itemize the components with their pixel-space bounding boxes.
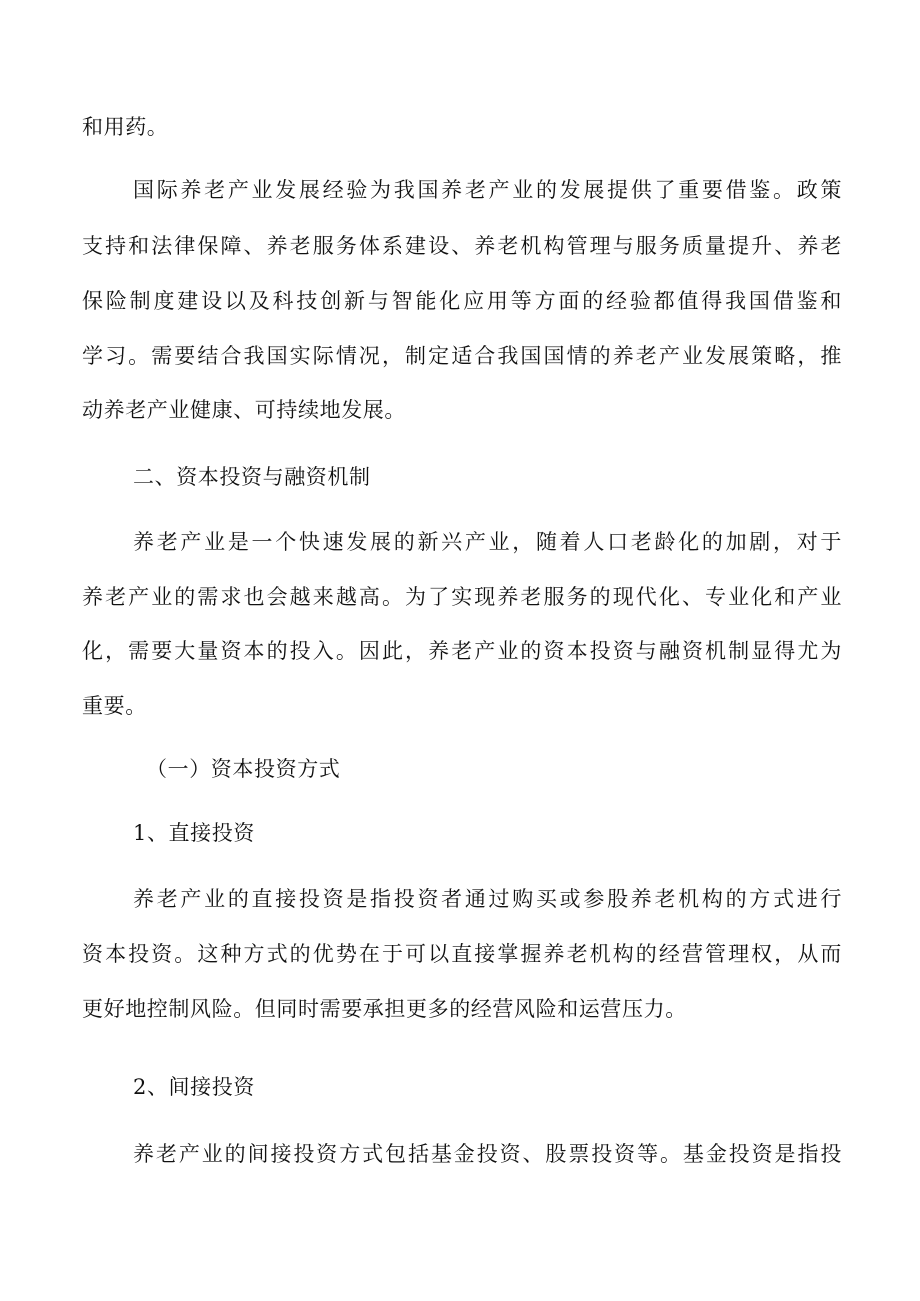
paragraph-line: 养老产业是一个快速发展的新兴产业，随着人口老龄化的加剧，对于 <box>133 530 842 554</box>
paragraph-line: 国际养老产业发展经验为我国养老产业的发展提供了重要借鉴。政策 <box>133 178 842 202</box>
paragraph-line: 保险制度建设以及科技创新与智能化应用等方面的经验都值得我国借鉴和 <box>82 289 842 313</box>
subsection-heading: （一）资本投资方式 <box>146 757 341 781</box>
subsection-heading: 1、直接投资 <box>133 821 255 845</box>
subsection-heading: 2、间接投资 <box>133 1075 255 1099</box>
paragraph-line: 养老产业的直接投资是指投资者通过购买或参股养老机构的方式进行 <box>133 887 842 911</box>
paragraph-line: 重要。 <box>82 694 147 718</box>
paragraph-line: 支持和法律保障、养老服务体系建设、养老机构管理与服务质量提升、养老 <box>82 234 842 258</box>
paragraph-line: 化，需要大量资本的投入。因此，养老产业的资本投资与融资机制显得尤为 <box>82 639 842 663</box>
paragraph-line: 学习。需要结合我国实际情况，制定适合我国国情的养老产业发展策略，推 <box>82 344 842 368</box>
paragraph-line: 养老产业的间接投资方式包括基金投资、股票投资等。基金投资是指投 <box>133 1142 842 1166</box>
paragraph-line: 更好地控制风险。但同时需要承担更多的经营风险和运营压力。 <box>82 997 687 1021</box>
section-heading: 二、资本投资与融资机制 <box>133 465 371 489</box>
paragraph-line: 资本投资。这种方式的优势在于可以直接掌握养老机构的经营管理权，从而 <box>82 942 842 966</box>
paragraph-line: 动养老产业健康、可持续地发展。 <box>82 398 406 422</box>
paragraph-line: 养老产业的需求也会越来越高。为了实现养老服务的现代化、专业化和产业 <box>82 585 842 609</box>
paragraph-line: 和用药。 <box>82 115 169 139</box>
